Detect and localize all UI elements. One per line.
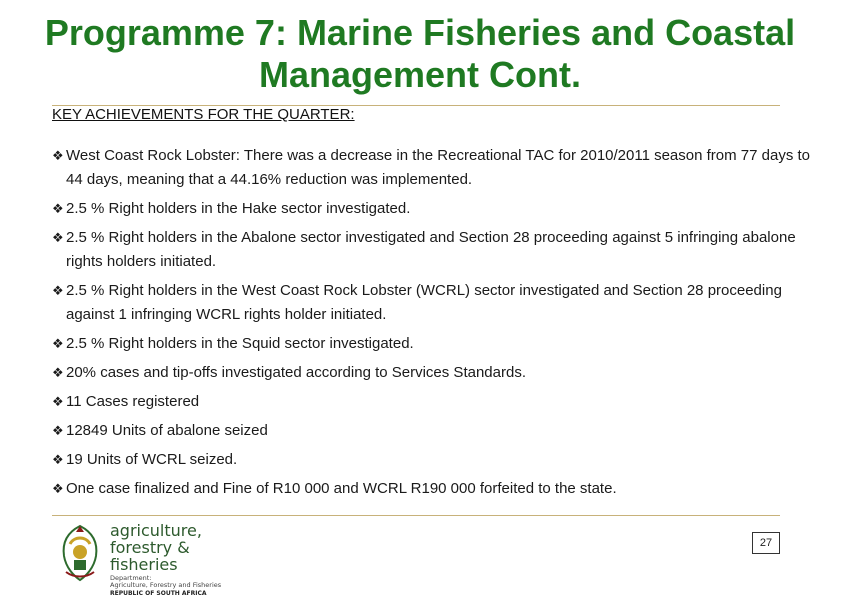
list-item-text: 2.5 % Right holders in the West Coast Rock Lobster (WCRL) sector investigated and Section 28 proceeding against 1 infringing WCRL rights holder initiated. (66, 282, 782, 323)
list-item-text: One case finalized and Fine of R10 000 and WCRL R190 000 forfeited to the state. (66, 480, 617, 497)
list-item-text: 2.5 % Right holders in the Squid sector investigated. (66, 335, 414, 352)
bullet-icon: ❖ (52, 283, 64, 298)
list-item (52, 197, 822, 221)
bullet-icon: ❖ (52, 201, 64, 216)
bullet-icon: ❖ (52, 394, 64, 409)
list-item (52, 279, 822, 327)
list-item (52, 226, 822, 274)
list-item (52, 390, 822, 414)
list-item (52, 361, 822, 385)
section-heading: KEY ACHIEVEMENTS FOR THE QUARTER: (52, 106, 355, 123)
list-item-text: 2.5 % Right holders in the Abalone sector investigated and Section 28 proceeding against 5 infringing abalone rights holders initiated. (66, 229, 796, 270)
bullet-icon: ❖ (52, 230, 64, 245)
bullet-icon: ❖ (52, 336, 64, 351)
bullet-icon: ❖ (52, 452, 64, 467)
list-item (52, 477, 822, 501)
list-item-text: 20% cases and tip-offs investigated according to Services Standards. (66, 364, 526, 381)
logo-main-text: agriculture, forestry & fisheries (110, 521, 202, 574)
bullet-icon: ❖ (52, 365, 64, 380)
coat-of-arms-icon (56, 522, 104, 584)
department-logo (56, 521, 256, 597)
list-item-text: 19 Units of WCRL seized. (66, 451, 238, 468)
list-item-text: 12849 Units of abalone seized (66, 422, 268, 439)
footer-divider (52, 515, 780, 516)
list-item (52, 144, 822, 192)
list-item-text: 11 Cases registered (66, 393, 200, 410)
list-item (52, 332, 822, 356)
bullet-icon: ❖ (52, 423, 64, 438)
list-item (52, 448, 822, 472)
logo-country-text: REPUBLIC OF SOUTH AFRICA (110, 590, 207, 597)
list-item-text: 2.5 % Right holders in the Hake sector investigated. (66, 200, 411, 217)
bullet-icon: ❖ (52, 148, 64, 163)
list-item (52, 419, 822, 443)
logo-sub-text: Department: Agriculture, Forestry and Fisheries (110, 574, 222, 589)
achievements-list (52, 144, 822, 506)
list-item-text: West Coast Rock Lobster: There was a decrease in the Recreational TAC for 2010/2011 season from 77 days to 44 days, meaning that a 44.16% reduction was implemented. (66, 147, 811, 188)
page-title: Programme 7: Marine Fisheries and Coastal Management Cont. (44, 12, 796, 95)
page-number: 27 (752, 532, 780, 554)
bullet-icon: ❖ (52, 481, 64, 496)
